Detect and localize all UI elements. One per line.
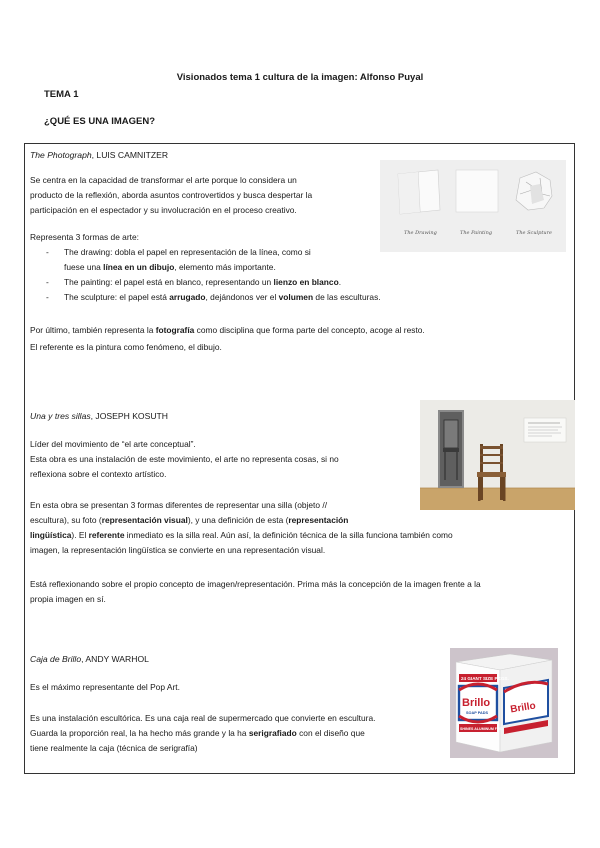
section1-paragraph4: El referente es la pintura como fenómeno, el dibujo. xyxy=(30,342,222,352)
bullet-drawing xyxy=(30,245,381,260)
text: The drawing: dobla el papel en representación de la línea, como si xyxy=(64,247,311,257)
tema-heading: TEMA 1 xyxy=(44,89,79,100)
section3-heading xyxy=(30,652,149,667)
definition-panel xyxy=(524,418,566,442)
text-line: Es una instalación escultórica. Es una caja real de supermercado que convierte en escultura. xyxy=(30,713,376,723)
bold-text: serigrafiado xyxy=(248,728,297,738)
bold-text: lienzo en blanco xyxy=(273,277,339,287)
text-line: producto de la reflexión, aborda asuntos controvertidos y busca despertar la xyxy=(30,190,313,200)
text: . xyxy=(338,277,342,287)
paper-works-graphic xyxy=(380,160,566,252)
section2-paragraph1 xyxy=(30,437,339,482)
text-line: propia imagen en sí. xyxy=(30,594,106,604)
text-line xyxy=(30,726,375,741)
bullet-painting xyxy=(30,275,381,290)
text-line: Líder del movimiento de “el arte conceptual”. xyxy=(30,439,196,449)
brillo-sub: SOAP PADS xyxy=(466,711,489,715)
text-line: reflexiona sobre el contexto artístico. xyxy=(30,469,167,479)
text: con el diseño que xyxy=(296,728,365,738)
section2-paragraph3 xyxy=(30,577,481,607)
warhol-brillo-box-image xyxy=(450,648,558,758)
text-line: Está reflexionando sobre el propio concepto de imagen/representación. Prima más la concepción de la imagen frente a la xyxy=(30,579,481,589)
blank-paper xyxy=(456,170,498,212)
folded-paper xyxy=(398,170,440,214)
text: , dejándonos ver el xyxy=(205,292,279,302)
section1-artist: , LUIS CAMNITZER xyxy=(91,150,169,160)
text-line: Esta obra es una instalación de este movimiento, el arte no representa cosas, si no xyxy=(30,454,339,464)
section3-work: Caja de Brillo xyxy=(30,654,82,664)
text: fuese una xyxy=(64,262,104,272)
text-line: Se centra en la capacidad de transformar el arte porque lo considera un xyxy=(30,175,297,185)
text-line: imagen, la representación lingüística se convierte en una representación visual. xyxy=(30,545,326,555)
brillo-box-graphic xyxy=(450,648,558,758)
text-line: participación en el espectador y su involucración en el proceso creativo. xyxy=(30,205,297,215)
bullet-drawing-cont xyxy=(30,260,381,275)
brillo-top-text: 24 GIANT SIZE PKGS. xyxy=(461,676,509,681)
section2-artist: , JOSEPH KOSUTH xyxy=(90,411,169,421)
text-line xyxy=(30,528,453,543)
section1-bullets xyxy=(30,245,381,305)
camnitzer-photograph-image xyxy=(380,160,566,252)
chair-photo xyxy=(438,410,464,488)
brillo-brand: Brillo xyxy=(462,697,491,709)
text: como disciplina que forma parte del concepto, acoge al resto. xyxy=(194,325,425,335)
question-heading: ¿QUÉ ES UNA IMAGEN? xyxy=(44,116,156,127)
section1-paragraph3 xyxy=(30,323,425,338)
section1-heading xyxy=(30,148,168,163)
bold-text: representación xyxy=(288,515,349,525)
text: The sculpture: el papel está xyxy=(64,292,170,302)
bold-text: representación visual xyxy=(101,515,188,525)
brillo-side-brand: Brillo xyxy=(509,700,537,716)
text: escultura), su foto ( xyxy=(30,515,102,525)
text: ). El xyxy=(71,530,89,540)
text: Por último, también representa la xyxy=(30,325,156,335)
text-line: tiene realmente la caja (técnica de serigrafía) xyxy=(30,743,198,753)
caption-painting: The Painting xyxy=(460,230,493,236)
bold-text: fotografía xyxy=(155,325,195,335)
text-line xyxy=(30,513,453,528)
text: ), y una definición de esta ( xyxy=(187,515,289,525)
text-line: En esta obra se presentan 3 formas diferentes de representar una silla (objeto // xyxy=(30,500,328,510)
bold-text: referente xyxy=(88,530,125,540)
document-title: Visionados tema 1 cultura de la imagen: Alfonso Puyal xyxy=(176,72,424,83)
section2-work: Una y tres sillas xyxy=(30,411,91,421)
brillo-bottom-text: SHINES ALUMINUM FAST xyxy=(460,727,504,731)
chairs-graphic xyxy=(420,400,575,510)
text: de las esculturas. xyxy=(313,292,381,302)
section3-paragraph2 xyxy=(30,711,375,756)
text: , elemento más importante. xyxy=(174,262,276,272)
section1-intro: Representa 3 formas de arte: xyxy=(30,232,139,242)
caption-drawing: The Drawing xyxy=(404,230,437,236)
section1-paragraph1 xyxy=(30,173,312,218)
section2-paragraph2 xyxy=(30,498,453,558)
section1-work: The Photograph xyxy=(30,150,92,160)
text: Guarda la proporción real, la ha hecho más grande y la ha xyxy=(30,728,249,738)
section2-heading xyxy=(30,409,168,424)
kosuth-chairs-image xyxy=(420,400,575,510)
bullet-sculpture xyxy=(30,290,381,305)
bold-text: volumen xyxy=(278,292,314,302)
bold-text: lingüística xyxy=(30,530,72,540)
bold-text: línea en un dibujo xyxy=(103,262,175,272)
bold-text: arrugado xyxy=(169,292,206,302)
text: inmediato es la silla real. Aún así, la definición técnica de la silla funciona también como xyxy=(124,530,453,540)
caption-sculpture: The Sculpture xyxy=(516,230,552,236)
section3-paragraph1: Es el máximo representante del Pop Art. xyxy=(30,682,180,692)
section3-artist: , ANDY WARHOL xyxy=(81,654,149,664)
text: The painting: el papel está en blanco, representando un xyxy=(64,277,274,287)
